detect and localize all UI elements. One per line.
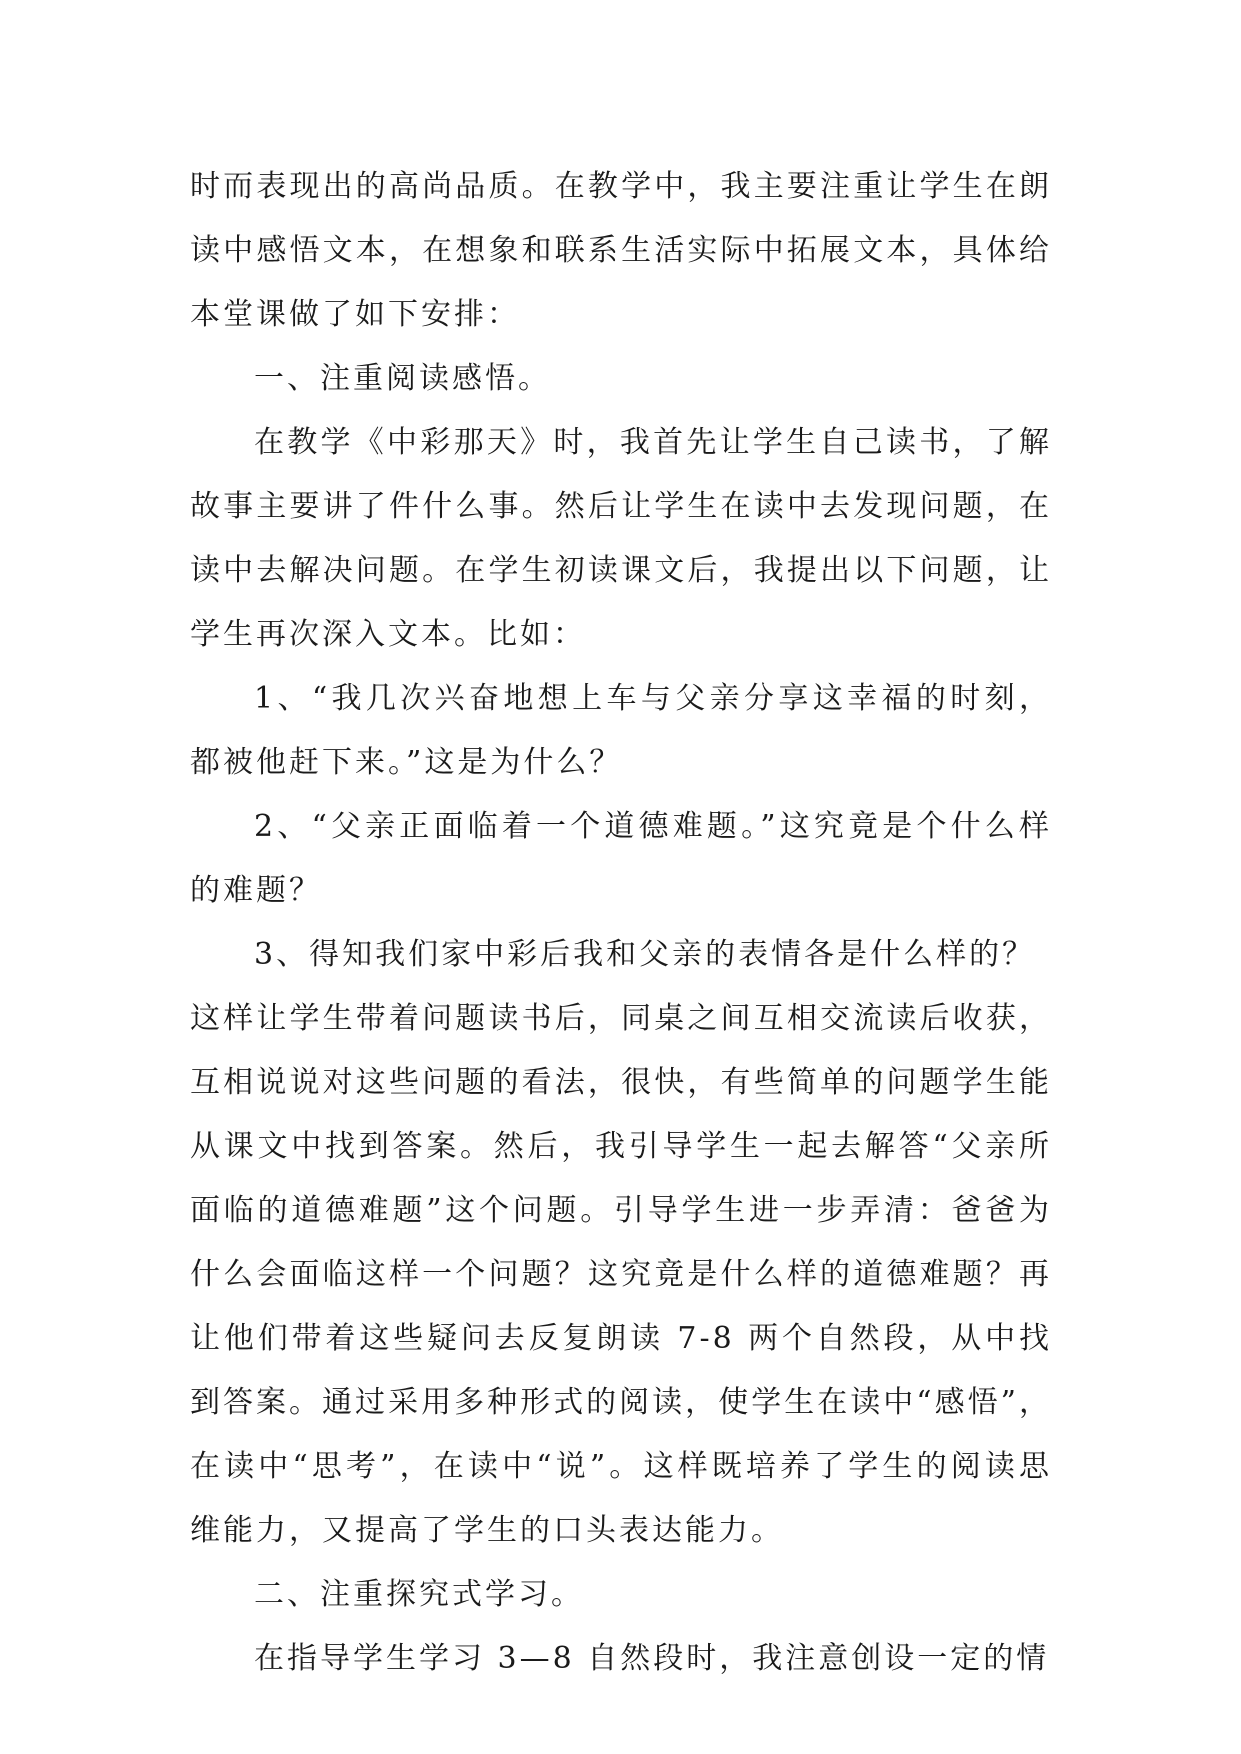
question-item-3: 3、得知我们家中彩后我和父亲的表情各是什么样的？ xyxy=(254,937,1036,972)
question-item-2: 2、“父亲正面临着一个道德难题。”这究竟是个什么样的难题？ xyxy=(190,809,1052,908)
section-heading-reading: 一、注重阅读感悟。 xyxy=(254,361,551,396)
question-item-1: 1、“我几次兴奋地想上车与父亲分享这幸福的时刻，都被他赶下来。”这是为什么？ xyxy=(190,681,1052,780)
paragraph-discussion: 这样让学生带着问题读书后，同桌之间互相交流读后收获，互相说说对这些问题的看法，很快，有些简单的问题学生能从课文中找到答案。然后，我引导学生一起去解答“父亲所面临的道德难题”这个问题。引导学生进一步弄清：爸爸为什么会面临这样一个问题？这究竟是什么样的道德难题？再让他们带着这些疑问去反复朗读 7-8 两个自然段，从中找到答案。通过采用多种形式的阅读，使学生在读中“感悟”，在读中“思考”，在读中“说”。这样既培养了学生的阅读思维能力，又提高了学生的口头表达能力。 xyxy=(190,1001,1052,1548)
paragraph-inquiry-intro: 在指导学生学习 3—8 自然段时，我注意创设一定的情 xyxy=(254,1641,1050,1676)
document-body xyxy=(190,155,1052,1691)
paragraph-continuation: 时而表现出的高尚品质。在教学中，我主要注重让学生在朗读中感悟文本，在想象和联系生活实际中拓展文本，具体给本堂课做了如下安排： xyxy=(190,169,1052,332)
section-heading-inquiry: 二、注重探究式学习。 xyxy=(254,1577,584,1612)
paragraph-teaching-intro: 在教学《中彩那天》时，我首先让学生自己读书，了解故事主要讲了件什么事。然后让学生在读中去发现问题，在读中去解决问题。在学生初读课文后，我提出以下问题，让学生再次深入文本。比如： xyxy=(190,425,1052,652)
